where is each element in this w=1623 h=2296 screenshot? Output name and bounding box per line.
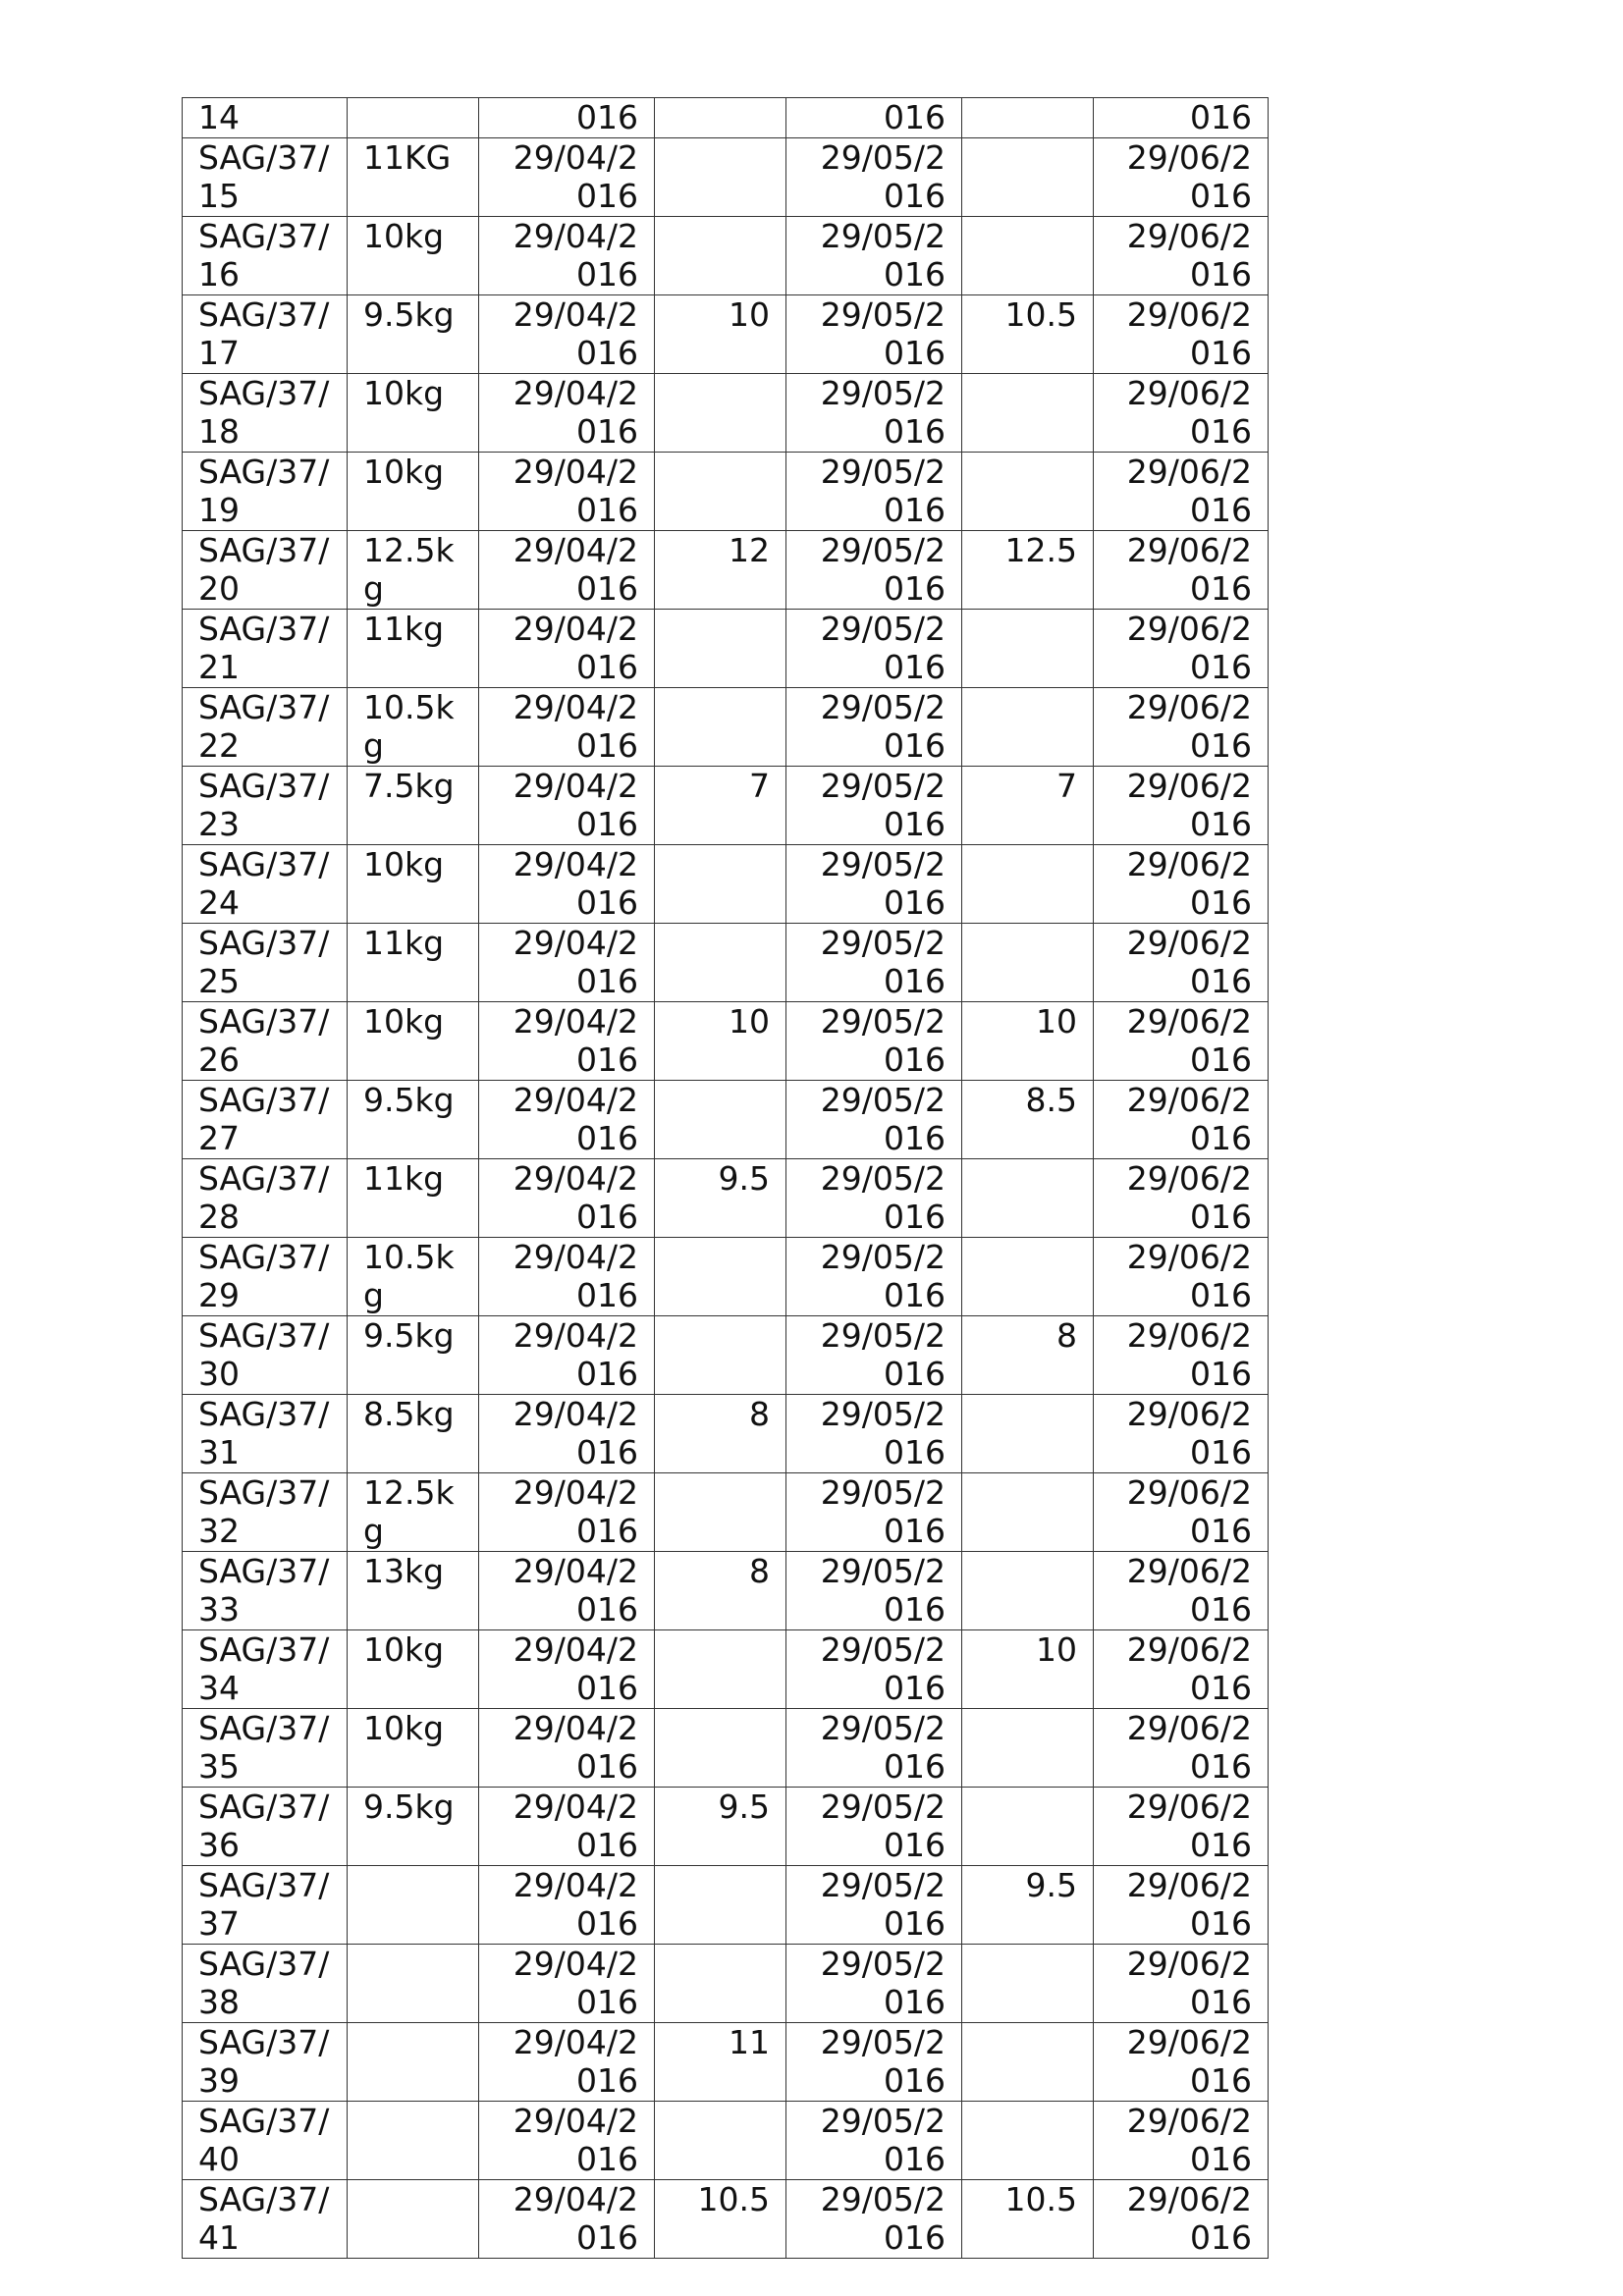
id-cell: SAG/37/ 27 — [183, 1080, 348, 1158]
record-table — [182, 97, 1269, 2259]
date-1-cell: 29/04/2 016 — [479, 2022, 655, 2101]
id-cell: SAG/37/ 31 — [183, 1394, 348, 1472]
date-1-cell: 29/04/2 016 — [479, 1865, 655, 1944]
id-cell: SAG/37/ 39 — [183, 2022, 348, 2101]
date-2-cell: 29/05/2 016 — [786, 1787, 962, 1865]
value-2-cell — [962, 98, 1094, 138]
value-1-cell — [655, 923, 786, 1001]
value-2-cell — [962, 452, 1094, 530]
value-2-cell: 7 — [962, 766, 1094, 844]
date-3-cell: 29/06/2 016 — [1094, 2101, 1269, 2179]
weight-cell — [348, 2022, 479, 2101]
table-row — [183, 844, 1269, 923]
table-row — [183, 98, 1269, 138]
table-row — [183, 1315, 1269, 1394]
table-row — [183, 923, 1269, 1001]
value-2-cell: 10 — [962, 1629, 1094, 1708]
date-3-cell: 29/06/2 016 — [1094, 687, 1269, 766]
id-cell: SAG/37/ 26 — [183, 1001, 348, 1080]
date-1-cell: 29/04/2 016 — [479, 1237, 655, 1315]
value-1-cell — [655, 687, 786, 766]
date-3-cell: 29/06/2 016 — [1094, 1708, 1269, 1787]
value-1-cell — [655, 216, 786, 294]
date-2-cell: 29/05/2 016 — [786, 1158, 962, 1237]
date-3-cell: 29/06/2 016 — [1094, 216, 1269, 294]
date-3-cell: 29/06/2 016 — [1094, 373, 1269, 452]
value-1-cell — [655, 1629, 786, 1708]
date-3-cell: 29/06/2 016 — [1094, 923, 1269, 1001]
date-2-cell: 29/05/2 016 — [786, 1551, 962, 1629]
weight-cell: 12.5k g — [348, 1472, 479, 1551]
id-cell: SAG/37/ 17 — [183, 294, 348, 373]
value-2-cell: 10 — [962, 1001, 1094, 1080]
date-2-cell: 29/05/2 016 — [786, 609, 962, 687]
weight-cell: 10kg — [348, 844, 479, 923]
id-cell: SAG/37/ 30 — [183, 1315, 348, 1394]
weight-cell: 11kg — [348, 1158, 479, 1237]
value-1-cell — [655, 1315, 786, 1394]
value-1-cell: 10.5 — [655, 2179, 786, 2258]
date-2-cell: 29/05/2 016 — [786, 294, 962, 373]
id-cell: SAG/37/ 34 — [183, 1629, 348, 1708]
table-row — [183, 1708, 1269, 1787]
value-2-cell: 8.5 — [962, 1080, 1094, 1158]
id-cell: SAG/37/ 23 — [183, 766, 348, 844]
date-3-cell: 29/06/2 016 — [1094, 1472, 1269, 1551]
value-2-cell — [962, 1237, 1094, 1315]
date-2-cell: 29/05/2 016 — [786, 1865, 962, 1944]
date-1-cell: 29/04/2 016 — [479, 1472, 655, 1551]
id-cell: SAG/37/ 16 — [183, 216, 348, 294]
date-2-cell: 29/05/2 016 — [786, 2101, 962, 2179]
weight-cell: 11KG — [348, 137, 479, 216]
date-1-cell: 29/04/2 016 — [479, 1787, 655, 1865]
id-cell: SAG/37/ 15 — [183, 137, 348, 216]
date-2-cell: 29/05/2 016 — [786, 1315, 962, 1394]
table-row — [183, 687, 1269, 766]
weight-cell: 9.5kg — [348, 294, 479, 373]
date-2-cell: 29/05/2 016 — [786, 216, 962, 294]
value-2-cell — [962, 1158, 1094, 1237]
date-1-cell: 29/04/2 016 — [479, 137, 655, 216]
date-2-cell: 29/05/2 016 — [786, 1394, 962, 1472]
value-2-cell — [962, 1708, 1094, 1787]
id-cell: SAG/37/ 32 — [183, 1472, 348, 1551]
weight-cell: 10kg — [348, 216, 479, 294]
value-1-cell — [655, 1080, 786, 1158]
value-2-cell — [962, 373, 1094, 452]
value-2-cell — [962, 1787, 1094, 1865]
weight-cell: 10kg — [348, 452, 479, 530]
date-1-cell: 29/04/2 016 — [479, 923, 655, 1001]
date-3-cell: 29/06/2 016 — [1094, 1158, 1269, 1237]
weight-cell: 9.5kg — [348, 1080, 479, 1158]
value-2-cell — [962, 2101, 1094, 2179]
value-1-cell: 10 — [655, 294, 786, 373]
value-2-cell — [962, 844, 1094, 923]
value-1-cell — [655, 1237, 786, 1315]
value-2-cell — [962, 2022, 1094, 2101]
date-3-cell: 29/06/2 016 — [1094, 452, 1269, 530]
table-row — [183, 2022, 1269, 2101]
value-2-cell: 12.5 — [962, 530, 1094, 609]
value-1-cell: 9.5 — [655, 1787, 786, 1865]
date-1-cell: 29/04/2 016 — [479, 216, 655, 294]
date-3-cell: 29/06/2 016 — [1094, 844, 1269, 923]
value-2-cell — [962, 687, 1094, 766]
weight-cell — [348, 1865, 479, 1944]
table-row — [183, 1472, 1269, 1551]
date-1-cell: 29/04/2 016 — [479, 766, 655, 844]
weight-cell: 8.5kg — [348, 1394, 479, 1472]
value-1-cell — [655, 1865, 786, 1944]
date-2-cell: 29/05/2 016 — [786, 137, 962, 216]
date-2-cell: 29/05/2 016 — [786, 452, 962, 530]
table-row — [183, 1080, 1269, 1158]
date-1-cell: 29/04/2 016 — [479, 844, 655, 923]
value-1-cell — [655, 844, 786, 923]
date-3-cell: 29/06/2 016 — [1094, 1787, 1269, 1865]
table-row — [183, 1237, 1269, 1315]
date-3-cell: 016 — [1094, 98, 1269, 138]
value-2-cell: 10.5 — [962, 2179, 1094, 2258]
date-1-cell: 29/04/2 016 — [479, 294, 655, 373]
id-cell: SAG/37/ 21 — [183, 609, 348, 687]
date-2-cell: 29/05/2 016 — [786, 1472, 962, 1551]
value-1-cell: 10 — [655, 1001, 786, 1080]
date-1-cell: 29/04/2 016 — [479, 687, 655, 766]
date-1-cell: 29/04/2 016 — [479, 1158, 655, 1237]
date-2-cell: 29/05/2 016 — [786, 923, 962, 1001]
id-cell: SAG/37/ 19 — [183, 452, 348, 530]
weight-cell — [348, 98, 479, 138]
table-row — [183, 452, 1269, 530]
date-2-cell: 29/05/2 016 — [786, 1629, 962, 1708]
table-row — [183, 2179, 1269, 2258]
weight-cell: 12.5k g — [348, 530, 479, 609]
date-1-cell: 016 — [479, 98, 655, 138]
id-cell: SAG/37/ 40 — [183, 2101, 348, 2179]
date-2-cell: 29/05/2 016 — [786, 2179, 962, 2258]
weight-cell: 9.5kg — [348, 1787, 479, 1865]
date-1-cell: 29/04/2 016 — [479, 2101, 655, 2179]
date-3-cell: 29/06/2 016 — [1094, 1315, 1269, 1394]
table-row — [183, 766, 1269, 844]
value-1-cell — [655, 2101, 786, 2179]
date-3-cell: 29/06/2 016 — [1094, 1865, 1269, 1944]
value-1-cell — [655, 452, 786, 530]
date-3-cell: 29/06/2 016 — [1094, 1080, 1269, 1158]
date-2-cell: 29/05/2 016 — [786, 766, 962, 844]
table-row — [183, 2101, 1269, 2179]
value-1-cell — [655, 1708, 786, 1787]
id-cell: SAG/37/ 37 — [183, 1865, 348, 1944]
value-1-cell — [655, 373, 786, 452]
value-1-cell: 8 — [655, 1551, 786, 1629]
value-2-cell — [962, 609, 1094, 687]
id-cell: SAG/37/ 36 — [183, 1787, 348, 1865]
value-2-cell: 9.5 — [962, 1865, 1094, 1944]
date-3-cell: 29/06/2 016 — [1094, 1237, 1269, 1315]
date-3-cell: 29/06/2 016 — [1094, 1394, 1269, 1472]
table-row — [183, 1944, 1269, 2022]
weight-cell — [348, 1944, 479, 2022]
value-2-cell: 10.5 — [962, 294, 1094, 373]
date-2-cell: 29/05/2 016 — [786, 1944, 962, 2022]
value-1-cell: 8 — [655, 1394, 786, 1472]
date-1-cell: 29/04/2 016 — [479, 1629, 655, 1708]
id-cell: SAG/37/ 33 — [183, 1551, 348, 1629]
weight-cell — [348, 2101, 479, 2179]
date-1-cell: 29/04/2 016 — [479, 1001, 655, 1080]
id-cell: SAG/37/ 41 — [183, 2179, 348, 2258]
date-2-cell: 29/05/2 016 — [786, 844, 962, 923]
date-2-cell: 29/05/2 016 — [786, 1080, 962, 1158]
date-1-cell: 29/04/2 016 — [479, 1551, 655, 1629]
value-1-cell: 7 — [655, 766, 786, 844]
date-3-cell: 29/06/2 016 — [1094, 137, 1269, 216]
date-3-cell: 29/06/2 016 — [1094, 1629, 1269, 1708]
table-row — [183, 373, 1269, 452]
date-1-cell: 29/04/2 016 — [479, 373, 655, 452]
id-cell: SAG/37/ 18 — [183, 373, 348, 452]
id-cell: SAG/37/ 20 — [183, 530, 348, 609]
date-1-cell: 29/04/2 016 — [479, 1944, 655, 2022]
date-3-cell: 29/06/2 016 — [1094, 2022, 1269, 2101]
value-1-cell — [655, 137, 786, 216]
weight-cell: 11kg — [348, 923, 479, 1001]
date-2-cell: 29/05/2 016 — [786, 530, 962, 609]
value-1-cell: 9.5 — [655, 1158, 786, 1237]
id-cell: SAG/37/ 35 — [183, 1708, 348, 1787]
id-cell: SAG/37/ 38 — [183, 1944, 348, 2022]
date-1-cell: 29/04/2 016 — [479, 1080, 655, 1158]
table-row — [183, 1001, 1269, 1080]
value-2-cell — [962, 1394, 1094, 1472]
value-2-cell — [962, 137, 1094, 216]
record-table-body — [183, 98, 1269, 2259]
id-cell: SAG/37/ 22 — [183, 687, 348, 766]
weight-cell: 10kg — [348, 373, 479, 452]
table-row — [183, 530, 1269, 609]
date-1-cell: 29/04/2 016 — [479, 452, 655, 530]
table-row — [183, 1551, 1269, 1629]
date-3-cell: 29/06/2 016 — [1094, 766, 1269, 844]
weight-cell: 10.5k g — [348, 687, 479, 766]
value-1-cell — [655, 1944, 786, 2022]
date-3-cell: 29/06/2 016 — [1094, 530, 1269, 609]
date-2-cell: 29/05/2 016 — [786, 1708, 962, 1787]
date-1-cell: 29/04/2 016 — [479, 1315, 655, 1394]
value-1-cell — [655, 609, 786, 687]
table-row — [183, 1394, 1269, 1472]
id-cell: SAG/37/ 29 — [183, 1237, 348, 1315]
weight-cell: 11kg — [348, 609, 479, 687]
date-3-cell: 29/06/2 016 — [1094, 294, 1269, 373]
value-2-cell — [962, 1472, 1094, 1551]
table-row — [183, 1787, 1269, 1865]
date-3-cell: 29/06/2 016 — [1094, 1001, 1269, 1080]
weight-cell: 10kg — [348, 1629, 479, 1708]
weight-cell: 10kg — [348, 1001, 479, 1080]
table-row — [183, 294, 1269, 373]
value-1-cell: 12 — [655, 530, 786, 609]
weight-cell: 7.5kg — [348, 766, 479, 844]
date-3-cell: 29/06/2 016 — [1094, 1551, 1269, 1629]
date-2-cell: 29/05/2 016 — [786, 2022, 962, 2101]
date-3-cell: 29/06/2 016 — [1094, 1944, 1269, 2022]
value-2-cell: 8 — [962, 1315, 1094, 1394]
date-1-cell: 29/04/2 016 — [479, 1394, 655, 1472]
table-row — [183, 137, 1269, 216]
value-2-cell — [962, 1551, 1094, 1629]
weight-cell — [348, 2179, 479, 2258]
date-1-cell: 29/04/2 016 — [479, 609, 655, 687]
id-cell: SAG/37/ 28 — [183, 1158, 348, 1237]
date-1-cell: 29/04/2 016 — [479, 1708, 655, 1787]
date-1-cell: 29/04/2 016 — [479, 530, 655, 609]
date-1-cell: 29/04/2 016 — [479, 2179, 655, 2258]
table-row — [183, 609, 1269, 687]
date-2-cell: 016 — [786, 98, 962, 138]
value-1-cell: 11 — [655, 2022, 786, 2101]
value-1-cell — [655, 98, 786, 138]
weight-cell: 10kg — [348, 1708, 479, 1787]
date-2-cell: 29/05/2 016 — [786, 373, 962, 452]
date-3-cell: 29/06/2 016 — [1094, 609, 1269, 687]
weight-cell: 9.5kg — [348, 1315, 479, 1394]
table-row — [183, 216, 1269, 294]
id-cell: SAG/37/ 24 — [183, 844, 348, 923]
table-row — [183, 1629, 1269, 1708]
date-2-cell: 29/05/2 016 — [786, 687, 962, 766]
value-1-cell — [655, 1472, 786, 1551]
table-row — [183, 1158, 1269, 1237]
weight-cell: 10.5k g — [348, 1237, 479, 1315]
weight-cell: 13kg — [348, 1551, 479, 1629]
date-3-cell: 29/06/2 016 — [1094, 2179, 1269, 2258]
date-2-cell: 29/05/2 016 — [786, 1001, 962, 1080]
table-row — [183, 1865, 1269, 1944]
value-2-cell — [962, 1944, 1094, 2022]
id-cell: SAG/37/ 25 — [183, 923, 348, 1001]
id-cell: 14 — [183, 98, 348, 138]
value-2-cell — [962, 216, 1094, 294]
value-2-cell — [962, 923, 1094, 1001]
date-2-cell: 29/05/2 016 — [786, 1237, 962, 1315]
